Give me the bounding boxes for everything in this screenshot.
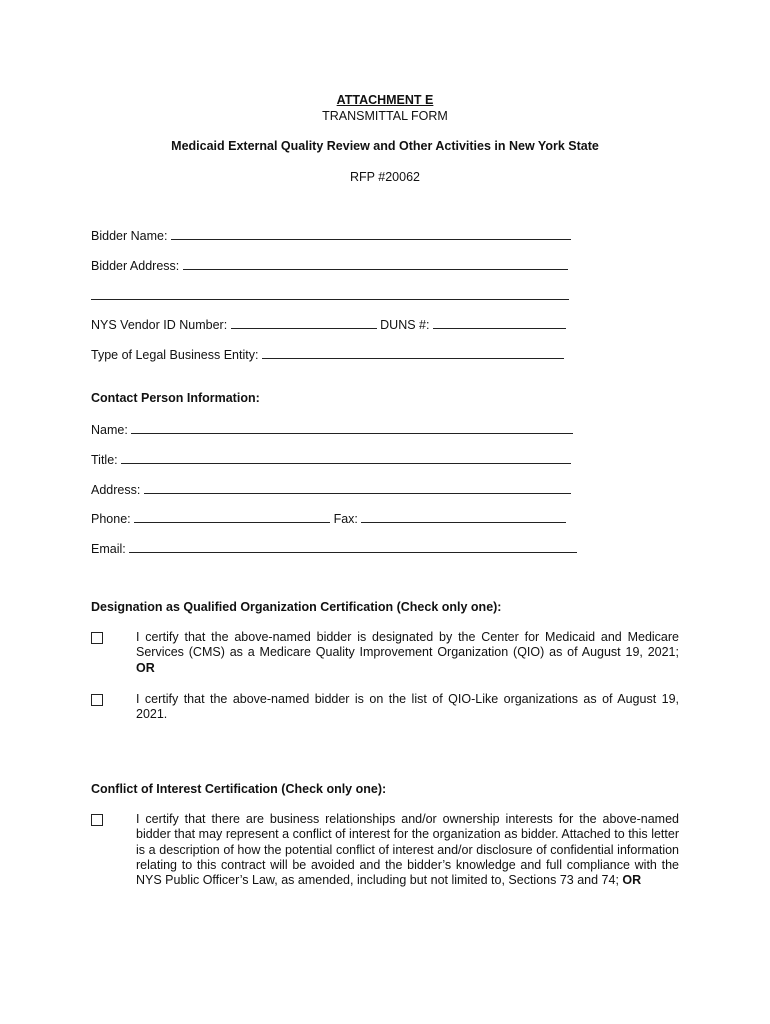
qio-option-2-text: I certify that the above-named bidder is on the list of QIO-Like organizations as of August 19, 2021. [136,692,679,722]
contact-email-label: Email: [91,542,126,556]
qio-option-1-statement: I certify that the above-named bidder is designated by the Center for Medicaid and Medicare Services (CMS) as a Medicare Quality Improvement Organization (QIO) as of August 19, 2021; [136,630,679,660]
qio-option-1-or: OR [136,660,155,675]
bidder-name-label: Bidder Name: [91,229,168,243]
contact-name-field[interactable] [131,421,573,434]
duns-label: DUNS #: [380,318,430,332]
coi-option-1-or: OR [622,873,642,888]
contact-heading: Contact Person Information: [91,391,260,405]
contact-fax-label: Fax: [333,512,358,526]
contact-phone-field[interactable] [134,510,330,523]
vendor-id-field[interactable] [231,316,377,329]
form-subtitle: TRANSMITTAL FORM [322,109,448,123]
qio-option-1-text [136,630,679,676]
bidder-address-label: Bidder Address: [91,259,180,273]
bidder-address-row-2 [91,287,569,303]
qio-option-2-checkbox[interactable] [91,694,103,706]
contact-title-field[interactable] [121,451,571,464]
attachment-title: ATTACHMENT E [336,93,434,107]
contact-title-label: Title: [91,453,118,467]
contact-title-row [91,451,571,467]
contact-email-field[interactable] [129,540,577,553]
contact-address-row [91,481,571,497]
bidder-address-field-2[interactable] [91,287,569,300]
contact-name-label: Name: [91,423,128,437]
rfp-number: RFP #20062 [350,170,420,184]
entity-type-row [91,346,564,362]
bidder-name-row [91,227,571,243]
contact-email-row [91,540,577,556]
coi-heading: Conflict of Interest Certification (Check only one): [91,782,387,796]
bidder-address-row [91,257,568,273]
bidder-name-field[interactable] [171,227,571,240]
coi-option-1-statement: I certify that there are business relationships and/or ownership interests for the above-named bidder that may represent a conflict of interest for the organization as bidder. Attached to this letter is a description of how the potential conflict of interest and/or disclosure of confidential information relating to this contract will be avoided and the bidder’s knowledge and full compliance with the NYS Public Officer’s Law, as amended, including but not limited to, Sections 73 and 74; [136,812,679,888]
qio-heading: Designation as Qualified Organization Certification (Check only one): [91,600,502,614]
contact-address-label: Address: [91,483,141,497]
coi-option-1-checkbox[interactable] [91,814,103,826]
coi-option-1-text [136,812,679,888]
contact-fax-field[interactable] [361,510,566,523]
vendor-id-label: NYS Vendor ID Number: [91,318,228,332]
duns-field[interactable] [433,316,566,329]
entity-type-label: Type of Legal Business Entity: [91,348,259,362]
entity-type-field[interactable] [262,346,564,359]
contact-phone-label: Phone: [91,512,131,526]
contact-address-field[interactable] [144,481,571,494]
rfp-title: Medicaid External Quality Review and Other Activities in New York State [171,139,599,153]
bidder-address-field[interactable] [183,257,568,270]
qio-option-1-checkbox[interactable] [91,632,103,644]
vendor-duns-row [91,316,566,332]
phone-fax-row [91,510,566,526]
contact-name-row [91,421,573,437]
